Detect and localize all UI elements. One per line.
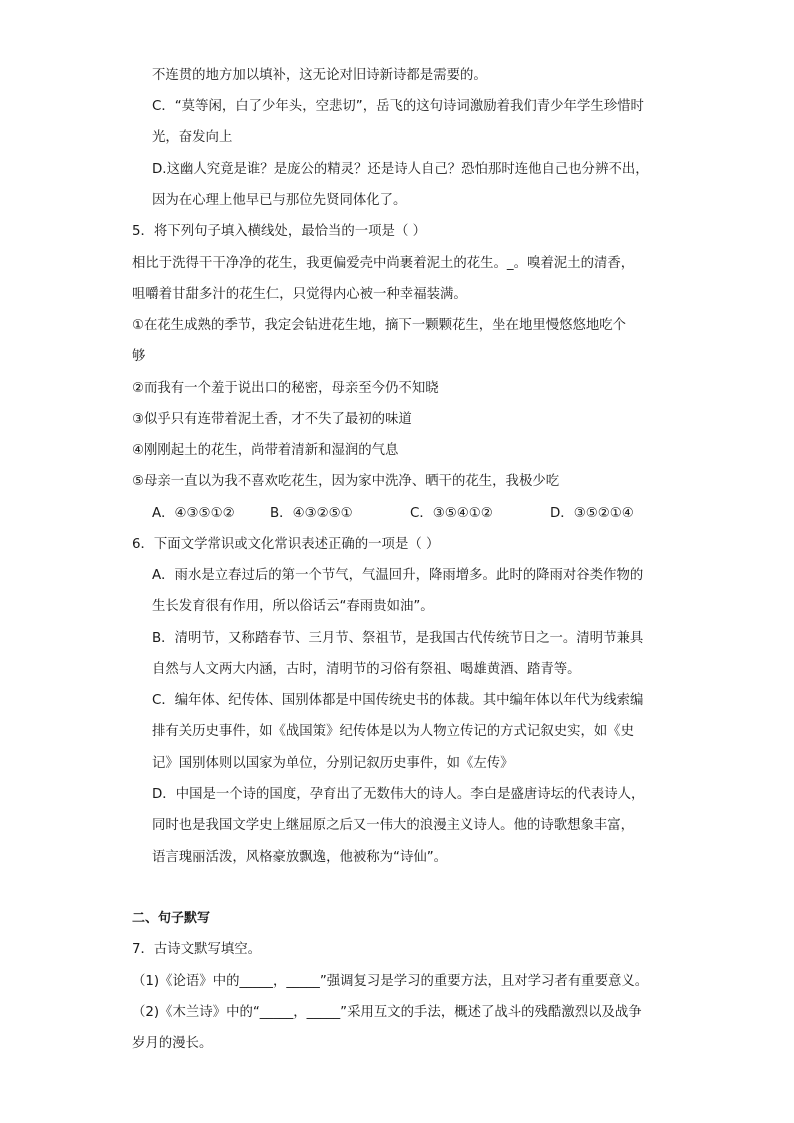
q5-option-a: A．④③⑤①② <box>152 506 235 521</box>
q6-option-a-line1: A．雨水是立春过后的第一个节气，气温回升，降雨增多。此时的降雨对谷类作物的 <box>152 568 644 583</box>
q4-option-c-line1: C．“莫等闲，白了少年头，空悲切”，岳飞的这句诗词激励着我们青少年学生珍惜时 <box>152 99 644 114</box>
q5-sentence-1-line2: 够 <box>132 349 146 364</box>
q4-text-tail: 不连贯的地方加以填补，这无论对旧诗新诗都是需要的。 <box>152 68 487 83</box>
q6-option-c-line3: 记》国别体则以国家为单位，分别记叙历史事件，如《左传》 <box>152 756 514 771</box>
q5-passage-line1: 相比于洗得干干净净的花生，我更偏爱壳中尚裹着泥土的花生。_。嗅着泥土的清香， <box>132 256 635 271</box>
q6-option-d-line1: D．中国是一个诗的国度，孕育出了无数伟大的诗人。李白是盛唐诗坛的代表诗人， <box>152 787 645 802</box>
q7-item-2-line1: （2)《木兰诗》中的“_____，_____”采用互文的手法，概述了战斗的残酷激烈以及战争 <box>132 1005 642 1020</box>
q5-passage-line2: 咀嚼着甘甜多汁的花生仁，只觉得内心被一种幸福装满。 <box>132 287 467 302</box>
q4-option-c-line2: 光，奋发向上 <box>152 130 233 145</box>
q6-option-c-line2: 排有关历史事件，如《战国策》纪传体是以为人物立传记的方式记叙史实，如《史 <box>152 724 635 739</box>
q5-option-d: D．③⑤②①④ <box>550 506 634 521</box>
q7-item-2-line2: 岁月的漫长。 <box>132 1036 213 1051</box>
q6-option-b-line2: 自然与人文两大内涵，古时，清明节的习俗有祭祖、喝雄黄酒、踏青等。 <box>152 662 581 677</box>
q5-sentence-1-line1: ①在花生成熟的季节，我定会钻进花生地，摘下一颗颗花生，坐在地里慢悠悠地吃个 <box>132 318 627 333</box>
q5-option-c: C．③⑤④①② <box>410 506 493 521</box>
q5-sentence-5: ⑤母亲一直以为我不喜欢吃花生，因为家中洗净、晒干的花生，我极少吃 <box>132 474 560 489</box>
q7-item-1: （1)《论语》中的_____，_____”强调复习是学习的重要方法，且对学习者有重要意义。 <box>132 974 649 989</box>
q5-option-b: B．④③②⑤① <box>270 506 353 521</box>
q6-option-c-line1: C．编年体、纪传体、国别体都是中国传统史书的体裁。其中编年体以年代为线索编 <box>152 693 644 708</box>
q6-option-d-line2: 同时也是我国文学史上继屈原之后又一伟大的浪漫主义诗人。他的诗歌想象丰富， <box>152 818 635 833</box>
q6-option-a-line2: 生长发育很有作用，所以俗话云“春雨贵如油”。 <box>152 599 434 614</box>
q5-stem: 5．将下列句子填入横线处，最恰当的一项是（ ） <box>132 224 426 239</box>
q6-option-b-line1: B．清明节，又称踏春节、三月节、祭祖节，是我国古代传统节日之一。清明节兼具 <box>152 631 644 646</box>
q5-sentence-2: ②而我有一个羞于说出口的秘密，母亲至今仍不知晓 <box>132 381 439 396</box>
q6-stem: 6．下面文学常识或文化常识表述正确的一项是（ ） <box>132 537 440 552</box>
q5-sentence-3: ③似乎只有连带着泥土香，才不失了最初的味道 <box>132 412 412 427</box>
section-title: 二、句子默写 <box>132 911 211 926</box>
q6-option-d-line3: 语言瑰丽活泼，风格豪放飘逸，他被称为“诗仙”。 <box>152 850 448 865</box>
q7-stem: 7．古诗文默写填空。 <box>132 942 262 957</box>
q5-sentence-4: ④刚刚起土的花生，尚带着清新和湿润的气息 <box>132 443 399 458</box>
q4-option-d-line1: D.这幽人究竟是谁？是庞公的精灵？还是诗人自己？恐怕那时连他自己也分辨不出， <box>152 162 649 177</box>
q4-option-d-line2: 因为在心理上他早已与那位先贤同体化了。 <box>152 193 407 208</box>
